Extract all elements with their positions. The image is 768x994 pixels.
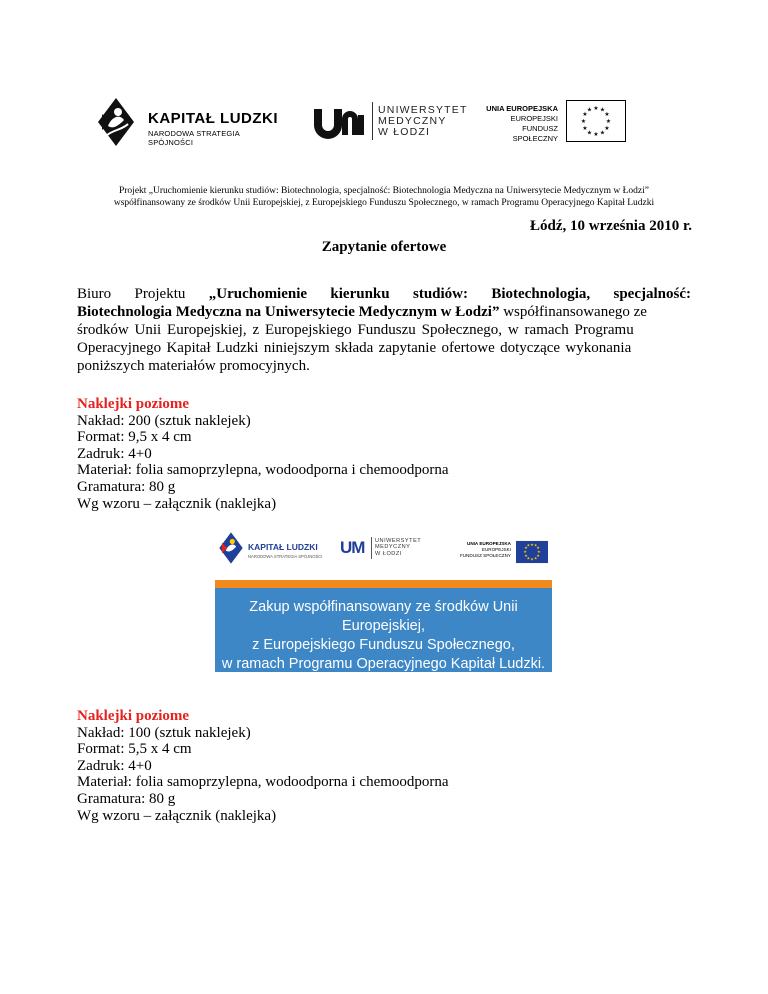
intro-word-4: kierunku	[330, 286, 390, 302]
eu-stars-flag-icon	[566, 100, 626, 142]
intro-line-3: środków Unii Europejskiej, z Europejskiego Funduszu Społecznego, w ramach Programu	[77, 322, 634, 338]
svg-text:★: ★	[536, 545, 540, 551]
document-date: Łódź, 10 września 2010 r.	[530, 218, 692, 234]
sticker-um-line-1: UNIWERSYTET	[375, 538, 422, 544]
sticker-eu-text	[449, 541, 511, 560]
kapital-ludzki-logo	[96, 96, 286, 148]
section-2-line-3: Zadruk: 4+0	[77, 757, 152, 774]
svg-text:★: ★	[536, 552, 540, 558]
sticker-orange-stripe	[215, 580, 552, 588]
intro-word-7: specjalność:	[613, 286, 691, 302]
document-title: Zapytanie ofertowe	[321, 239, 447, 255]
section-1-line-4: Materiał: folia samoprzylepna, wodoodporna i chemoodporna	[77, 462, 449, 479]
project-line-1: Projekt „Uruchomienie kierunku studiów: Biotechnologia, specjalność: Biotechnologia Medyczna na Uniwersytecie Medycznym w Łodzi”	[118, 186, 649, 196]
section-2-line-5: Gramatura: 80 g	[77, 790, 176, 807]
intro-paragraph	[77, 285, 691, 375]
svg-text:★: ★	[605, 118, 612, 125]
section-2-line-4: Materiał: folia samoprzylepna, wodoodporna i chemoodporna	[77, 774, 449, 791]
svg-text:★: ★	[604, 125, 610, 132]
section-2-line-2: Format: 5,5 x 4 cm	[77, 741, 192, 758]
project-line-2: współfinansowany ze środków Unii Europejskiej, z Europejskiego Funduszu Społecznego, w ramach Programu Operacyjnego Kapitał Ludzki	[113, 198, 655, 208]
um-logo-line-3: W ŁODZI	[378, 126, 431, 138]
um-mark-icon	[312, 105, 366, 139]
sticker-eu-line-3: FUNDUSZ SPOŁECZNY	[459, 553, 511, 559]
intro-word-2: Projektu	[134, 286, 186, 302]
svg-text:★: ★	[580, 118, 587, 125]
intro-word-3: „Uruchomienie	[208, 286, 308, 302]
intro-line-2-bold: Biotechnologia Medyczna na Uniwersytecie Medycznym w Łodzi”	[77, 304, 500, 320]
sticker-kapital-sub: NARODOWA STRATEGIA SPÓJNOŚCI	[248, 554, 323, 559]
um-logo-line-1: UNIWERSYTET	[378, 104, 468, 116]
section-1-line-3: Zadruk: 4+0	[77, 445, 152, 462]
intro-word-5: studiów:	[412, 286, 468, 302]
section-1-line-2: Format: 9,5 x 4 cm	[77, 429, 192, 446]
sticker-kapital-emblem-icon	[218, 531, 244, 565]
svg-text:★: ★	[593, 105, 599, 112]
intro-line-4: Operacyjnego Kapitał Ludzki niniejszym składa zapytanie ofertowe dotyczące wykonania	[77, 340, 632, 356]
eu-logo-line-1: UNIA EUROPEJSKA	[486, 104, 558, 113]
kapital-ludzki-emblem-icon	[96, 96, 136, 148]
sticker-um-line-2: MEDYCZNY	[375, 544, 411, 551]
section-2-heading: Naklejki poziome	[77, 708, 190, 724]
svg-text:★: ★	[523, 549, 527, 555]
svg-text:★: ★	[604, 111, 610, 118]
sticker-banner	[215, 588, 552, 672]
eu-logo	[478, 98, 628, 142]
um-logo-line-2: MEDYCZNY	[378, 115, 447, 127]
sticker-um-divider	[371, 537, 372, 559]
section-1-heading: Naklejki poziome	[77, 396, 190, 412]
section-1	[77, 396, 677, 512]
intro-line-1	[77, 285, 691, 303]
sticker-eu-line-2: EUROPEJSKI	[481, 547, 511, 553]
sticker-eu-line-1: UNIA EUROPEJSKA	[467, 541, 511, 546]
svg-text:★: ★	[533, 542, 538, 548]
svg-text:★: ★	[524, 545, 528, 551]
section-1-line-6: Wg wzoru – załącznik (naklejka)	[77, 495, 277, 512]
svg-text:★: ★	[582, 125, 588, 132]
svg-text:★: ★	[593, 131, 599, 138]
svg-text:★: ★	[599, 129, 606, 137]
kapital-ludzki-name: KAPITAŁ LUDZKI	[148, 110, 279, 127]
svg-text:★: ★	[586, 129, 593, 137]
sticker-um-line-3: W ŁODZI	[375, 550, 402, 557]
eu-logo-line-3: FUNDUSZ SPOŁECZNY	[512, 124, 558, 143]
sticker-um-mark: UM	[340, 538, 365, 557]
svg-text:★: ★	[526, 555, 531, 561]
eu-logo-text	[478, 104, 558, 144]
svg-text:★: ★	[537, 549, 541, 555]
sticker-banner-line-2: z Europejskiego Funduszu Społecznego,	[252, 637, 515, 653]
section-2-line-6: Wg wzoru – załącznik (naklejka)	[77, 807, 277, 824]
sticker-um-text	[375, 538, 421, 557]
intro-word-1: Biuro	[77, 286, 112, 302]
sticker-eu-flag-icon	[516, 540, 548, 564]
section-2	[77, 708, 677, 824]
eu-logo-line-2: EUROPEJSKI	[510, 114, 558, 123]
svg-text:★: ★	[582, 111, 588, 118]
svg-text:★: ★	[530, 556, 534, 562]
intro-line-2	[77, 303, 691, 321]
um-lodz-logo	[312, 102, 468, 142]
kapital-ludzki-subtitle: NARODOWA STRATEGIA SPÓJNOŚCI	[148, 129, 240, 147]
um-logo-text	[378, 105, 468, 138]
svg-text:★: ★	[526, 542, 531, 548]
sticker-banner-line-3: w ramach Programu Operacyjnego Kapitał Ludzki.	[221, 656, 546, 672]
svg-text:★: ★	[530, 541, 534, 547]
svg-text:★: ★	[524, 552, 528, 558]
um-logo-divider	[372, 102, 373, 140]
intro-word-6: Biotechnologia,	[491, 286, 591, 302]
intro-line-5: poniższych materiałów promocyjnych.	[77, 358, 310, 374]
svg-text:★: ★	[599, 106, 606, 114]
svg-text:★: ★	[533, 555, 538, 561]
section-1-line-1: Nakład: 200 (sztuk naklejek)	[77, 412, 251, 429]
sticker-kapital-name: KAPITAŁ LUDZKI	[248, 542, 318, 552]
intro-line-2-rest: współfinansowanego ze	[499, 304, 647, 320]
sticker-banner-line-1: Zakup współfinansowany ze środków Unii Europejskiej,	[249, 599, 518, 634]
sticker-sample	[215, 527, 552, 672]
section-2-line-1: Nakład: 100 (sztuk naklejek)	[77, 724, 251, 741]
section-1-line-5: Gramatura: 80 g	[77, 478, 176, 495]
svg-text:★: ★	[586, 106, 593, 114]
